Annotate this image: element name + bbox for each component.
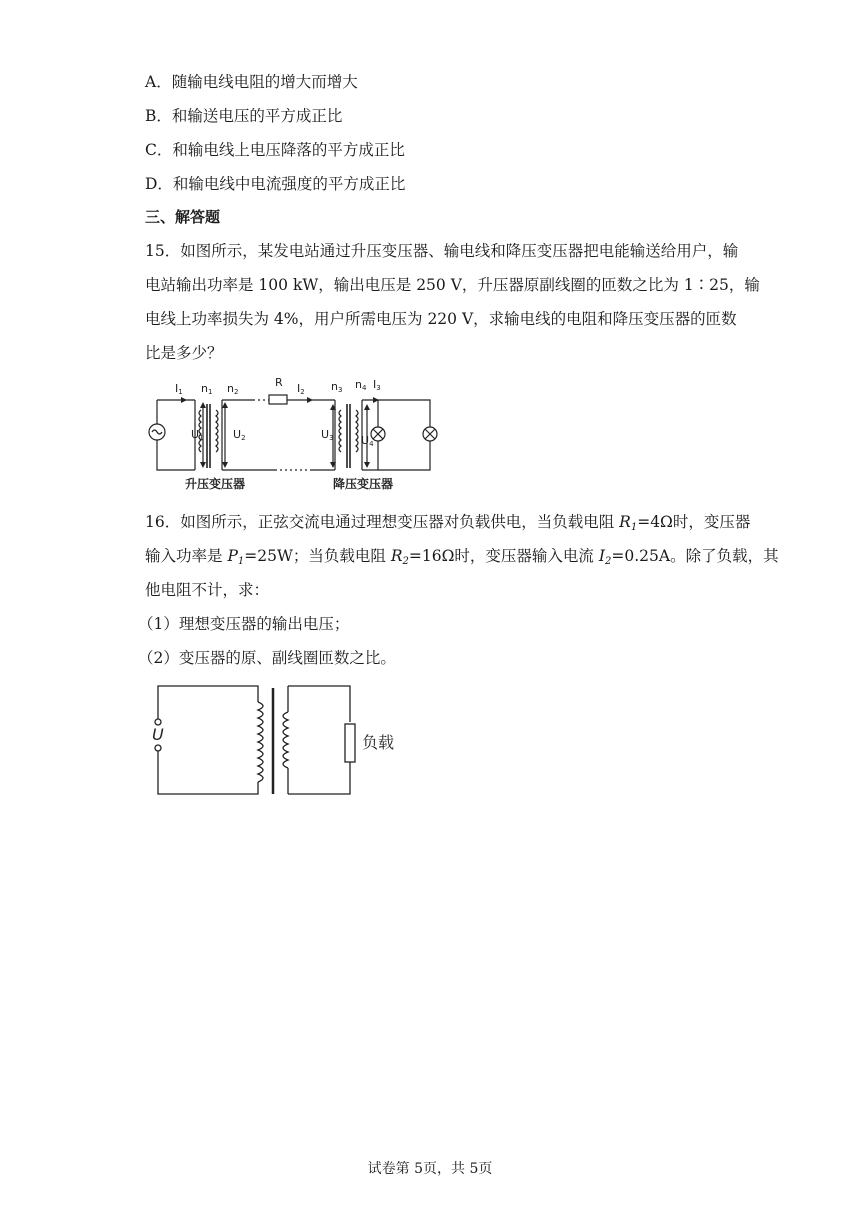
option-b: B．和输送电压的平方成正比 bbox=[145, 107, 343, 125]
q15-line-4: 比是多少？ bbox=[145, 344, 223, 362]
label-u1: U1 bbox=[191, 428, 204, 442]
q15-line-1: 15．如图所示，某发电站通过升压变压器、输电线和降压变压器把电能输送给用户，输 bbox=[145, 242, 739, 260]
label-n4: n4 bbox=[355, 378, 367, 392]
label-n1: n1 bbox=[201, 382, 213, 396]
q15-line-3: 电线上功率损失为 4%，用户所需电压为 220 V，求输电线的电阻和降压变压器的匝数 bbox=[145, 310, 737, 328]
q16-line-2: 输入功率是 $P_1=25W$；当负载电阻 $R_2=16\Omega$时，变压器输入电流 $I_2=0.25A$。除了负载，其 bbox=[145, 547, 779, 567]
option-a: A．随输电线电阻的增大而增大 bbox=[145, 73, 358, 91]
q16-line-3: 他电阻不计，求： bbox=[145, 581, 270, 599]
q16-subquestion-1: （1）理想变压器的输出电压； bbox=[138, 615, 350, 633]
option-c: C．和输电线上电压降落的平方成正比 bbox=[145, 141, 405, 159]
section-heading: 三、解答题 bbox=[145, 208, 221, 226]
terminal-bottom-icon bbox=[155, 745, 161, 751]
label-i2: I2 bbox=[297, 382, 305, 396]
label-n3: n3 bbox=[331, 380, 343, 394]
label-r: R bbox=[275, 376, 283, 389]
label-n2: n2 bbox=[227, 382, 239, 396]
load-resistor bbox=[345, 724, 355, 762]
transmission-circuit-figure bbox=[145, 372, 445, 497]
q15-line-2: 电站输出功率是 100 kW，输出电压是 250 V，升压器原副线圈的匝数之比为 1∶25，输 bbox=[145, 276, 760, 294]
page-footer: 试卷第 5页，共 5页 bbox=[367, 1161, 493, 1177]
q16-subquestion-2: （2）变压器的原、副线圈匝数之比。 bbox=[138, 649, 396, 667]
label-u3: U3 bbox=[321, 428, 334, 442]
load-label: 负载 bbox=[362, 733, 395, 752]
label-u2: U2 bbox=[233, 428, 246, 442]
label-i1: I1 bbox=[175, 382, 183, 396]
source-label-u: U bbox=[152, 725, 164, 744]
transformer-load-figure bbox=[150, 682, 410, 802]
step-up-label: 升压变压器 bbox=[185, 477, 246, 491]
label-i3: I3 bbox=[373, 378, 381, 392]
step-down-label: 降压变压器 bbox=[333, 477, 394, 491]
resistor-r bbox=[269, 395, 287, 404]
option-d: D．和输电线中电流强度的平方成正比 bbox=[145, 175, 406, 193]
q16-line-1: 16．如图所示，正弦交流电通过理想变压器对负载供电，当负载电阻 $R_1=4\Omega$时，变压器 bbox=[145, 513, 751, 533]
label-u4: U4 bbox=[361, 434, 374, 448]
